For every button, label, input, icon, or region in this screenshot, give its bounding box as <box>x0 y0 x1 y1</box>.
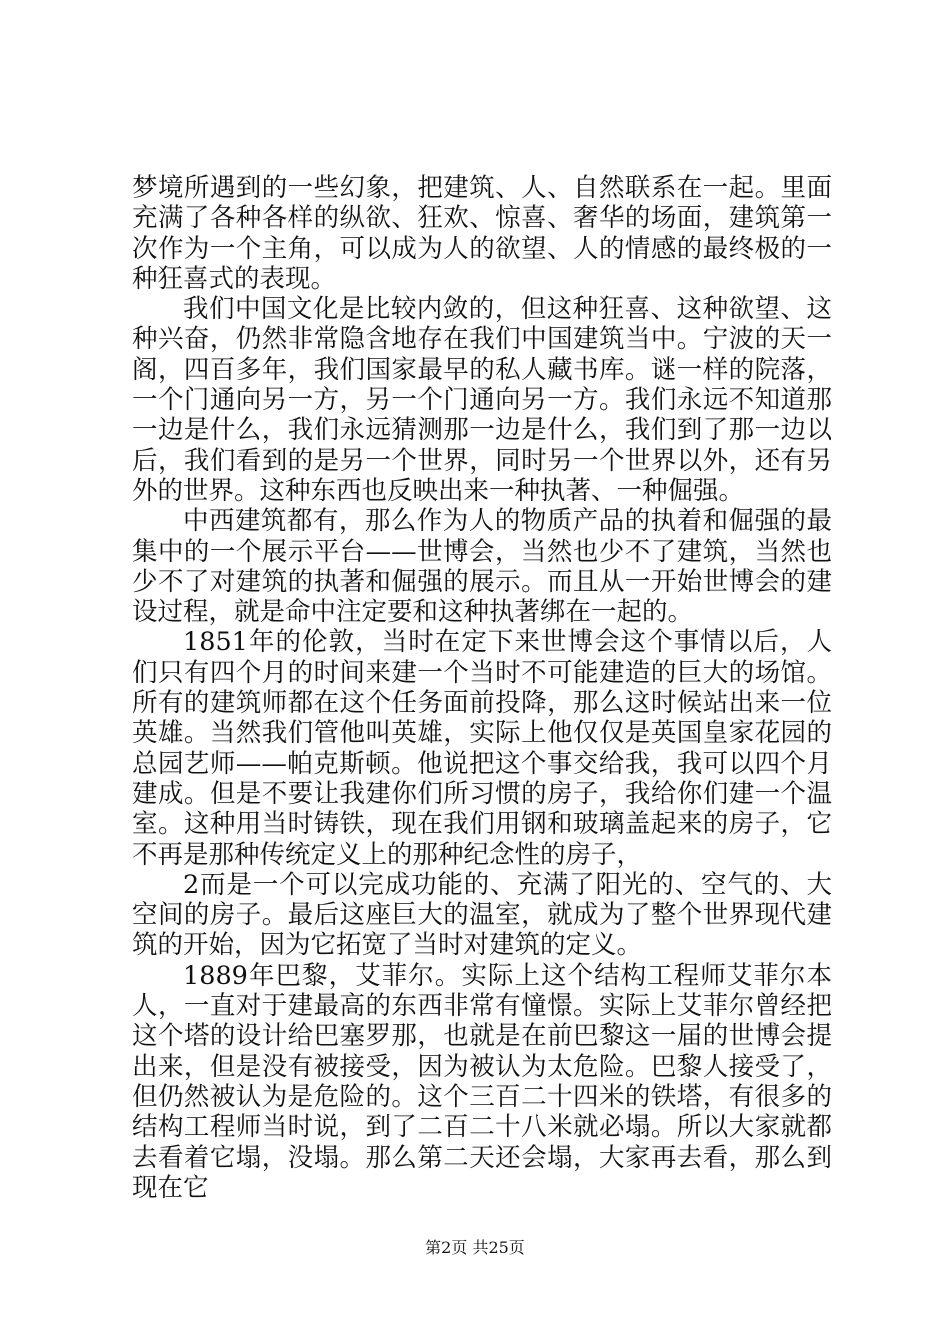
page-number-footer: 第2页 共25页 <box>425 1238 525 1257</box>
paragraph-1: 梦境所遇到的一些幻象，把建筑、人、自然联系在一起。里面充满了各种各样的纵欲、狂欢、惊喜、奢华的场面，建筑第一次作为一个主角，可以成为人的欲望、人的情感的最终极的一种狂喜式的表现。 <box>132 173 832 294</box>
paragraph-4: 1851年的伦敦，当时在定下来世博会这个事情以后，人们只有四个月的时间来建一个当时不可能建造的巨大的场馆。所有的建筑师都在这个任务面前投降，那么这时候站出来一位英雄。当然我们管他叫英雄，实际上他仅仅是英国皇家花园的总园艺师——帕克斯顿。他说把这个事交给我，我可以四个月建成。但是不要让我建你们所习惯的房子，我给你们建一个温室。这种用当时铸铁，现在我们用钢和玻璃盖起来的房子，它不再是那种传统定义上的那种纪念性的房子， <box>132 627 832 870</box>
paragraph-2: 我们中国文化是比较内敛的，但这种狂喜、这种欲望、这种兴奋，仍然非常隐含地存在我们中国建筑当中。宁波的天一阁，四百多年，我们国家最早的私人藏书库。谜一样的院落，一个门通向另一方，另一个门通向另一方。我们永远不知道那一边是什么，我们永远猜测那一边是什么，我们到了那一边以后，我们看到的是另一个世界，同时另一个世界以外，还有另外的世界。这种东西也反映出来一种执著、一种倔强。 <box>132 294 832 506</box>
body-text <box>132 173 832 1203</box>
paragraph-6: 1889年巴黎，艾菲尔。实际上这个结构工程师艾菲尔本人，一直对于建最高的东西非常有憧憬。实际上艾菲尔曾经把这个塔的设计给巴塞罗那，也就是在前巴黎这一届的世博会提出来，但是没有被接受，因为被认为太危险。巴黎人接受了，但仍然被认为是危险的。这个三百二十四米的铁塔，有很多的结构工程师当时说，到了二百二十八米就必塌。所以大家就都去看着它塌，没塌。那么第二天还会塌，大家再去看，那么到现在它 <box>132 960 832 1203</box>
paragraph-5: 2而是一个可以完成功能的、充满了阳光的、空气的、大空间的房子。最后这座巨大的温室，就成为了整个世界现代建筑的开始，因为它拓宽了当时对建筑的定义。 <box>132 869 832 961</box>
paragraph-3: 中西建筑都有，那么作为人的物质产品的执着和倔强的最集中的一个展示平台——世博会，当然也少不了建筑，当然也少不了对建筑的执著和倔强的展示。而且从一开始世博会的建设过程，就是命中注定要和这种执著绑在一起的。 <box>132 506 832 628</box>
